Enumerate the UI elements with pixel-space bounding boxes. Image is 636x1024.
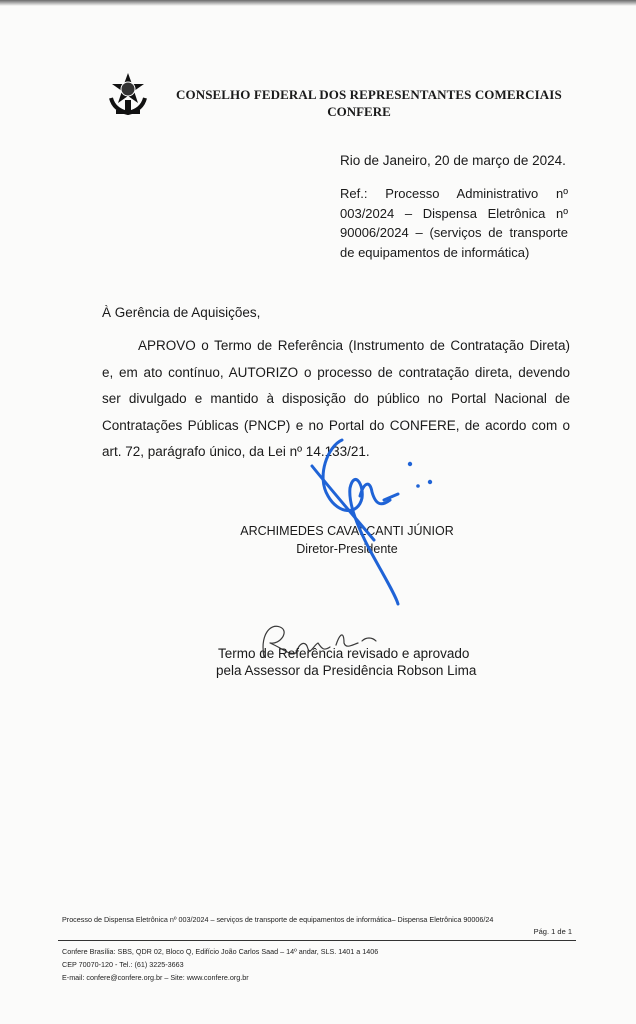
footer-address: Confere Brasília: SBS, QDR 02, Bloco Q, Edifício João Carlos Saad – 14º andar, SLS. 1401 a 1406 [62, 947, 379, 956]
letter-greeting: À Gerência de Aquisições, [102, 305, 261, 320]
footer-postal-phone: CEP 70070-120 - Tel.: (61) 3225-3663 [62, 960, 184, 969]
signer-title: Diretor-Presidente [296, 542, 398, 556]
organization-name: CONSELHO FEDERAL DOS REPRESENTANTES COMERCIAIS [176, 87, 562, 102]
review-note-line-2: pela Assessor da Presidência Robson Lima [216, 663, 477, 678]
footer-divider [58, 940, 576, 941]
footer-process-reference: Processo de Dispensa Eletrônica nº 003/2024 – serviços de transporte de equipamentos de informática– Dispensa Eletrônica 90006/24 [62, 915, 494, 924]
scan-edge-shadow [0, 0, 636, 6]
reference-block: Ref.: Processo Administrativo nº 003/2024 – Dispensa Eletrônica nº 90006/2024 – (serviços de transporte de equipamentos de informática) [340, 186, 568, 260]
footer-contact: E-mail: confere@confere.org.br – Site: www.confere.org.br [62, 973, 249, 982]
page-number: Pág. 1 de 1 [533, 927, 572, 936]
letter-body: APROVO o Termo de Referência (Instrumento de Contratação Direta) e, em ato contínuo, AUTORIZO o processo de contratação direta, devendo ser divulgado e mantido à disposição do público no Portal Nacional de Contratações Públicas (PNCP) e no Portal do CONFERE, de acordo com o art. 72, parágrafo único, da Lei nº 14.133/21. [102, 338, 570, 459]
organization-abbreviation: CONFERE [327, 104, 391, 119]
president-signature [298, 436, 448, 616]
signer-name: ARCHIMEDES CAVALCANTI JÚNIOR [240, 524, 454, 538]
brazil-coat-of-arms-icon [108, 72, 148, 116]
letter-date: Rio de Janeiro, 20 de março de 2024. [340, 153, 566, 168]
review-note-line-1: Termo de Referência revisado e aprovado [218, 646, 470, 661]
